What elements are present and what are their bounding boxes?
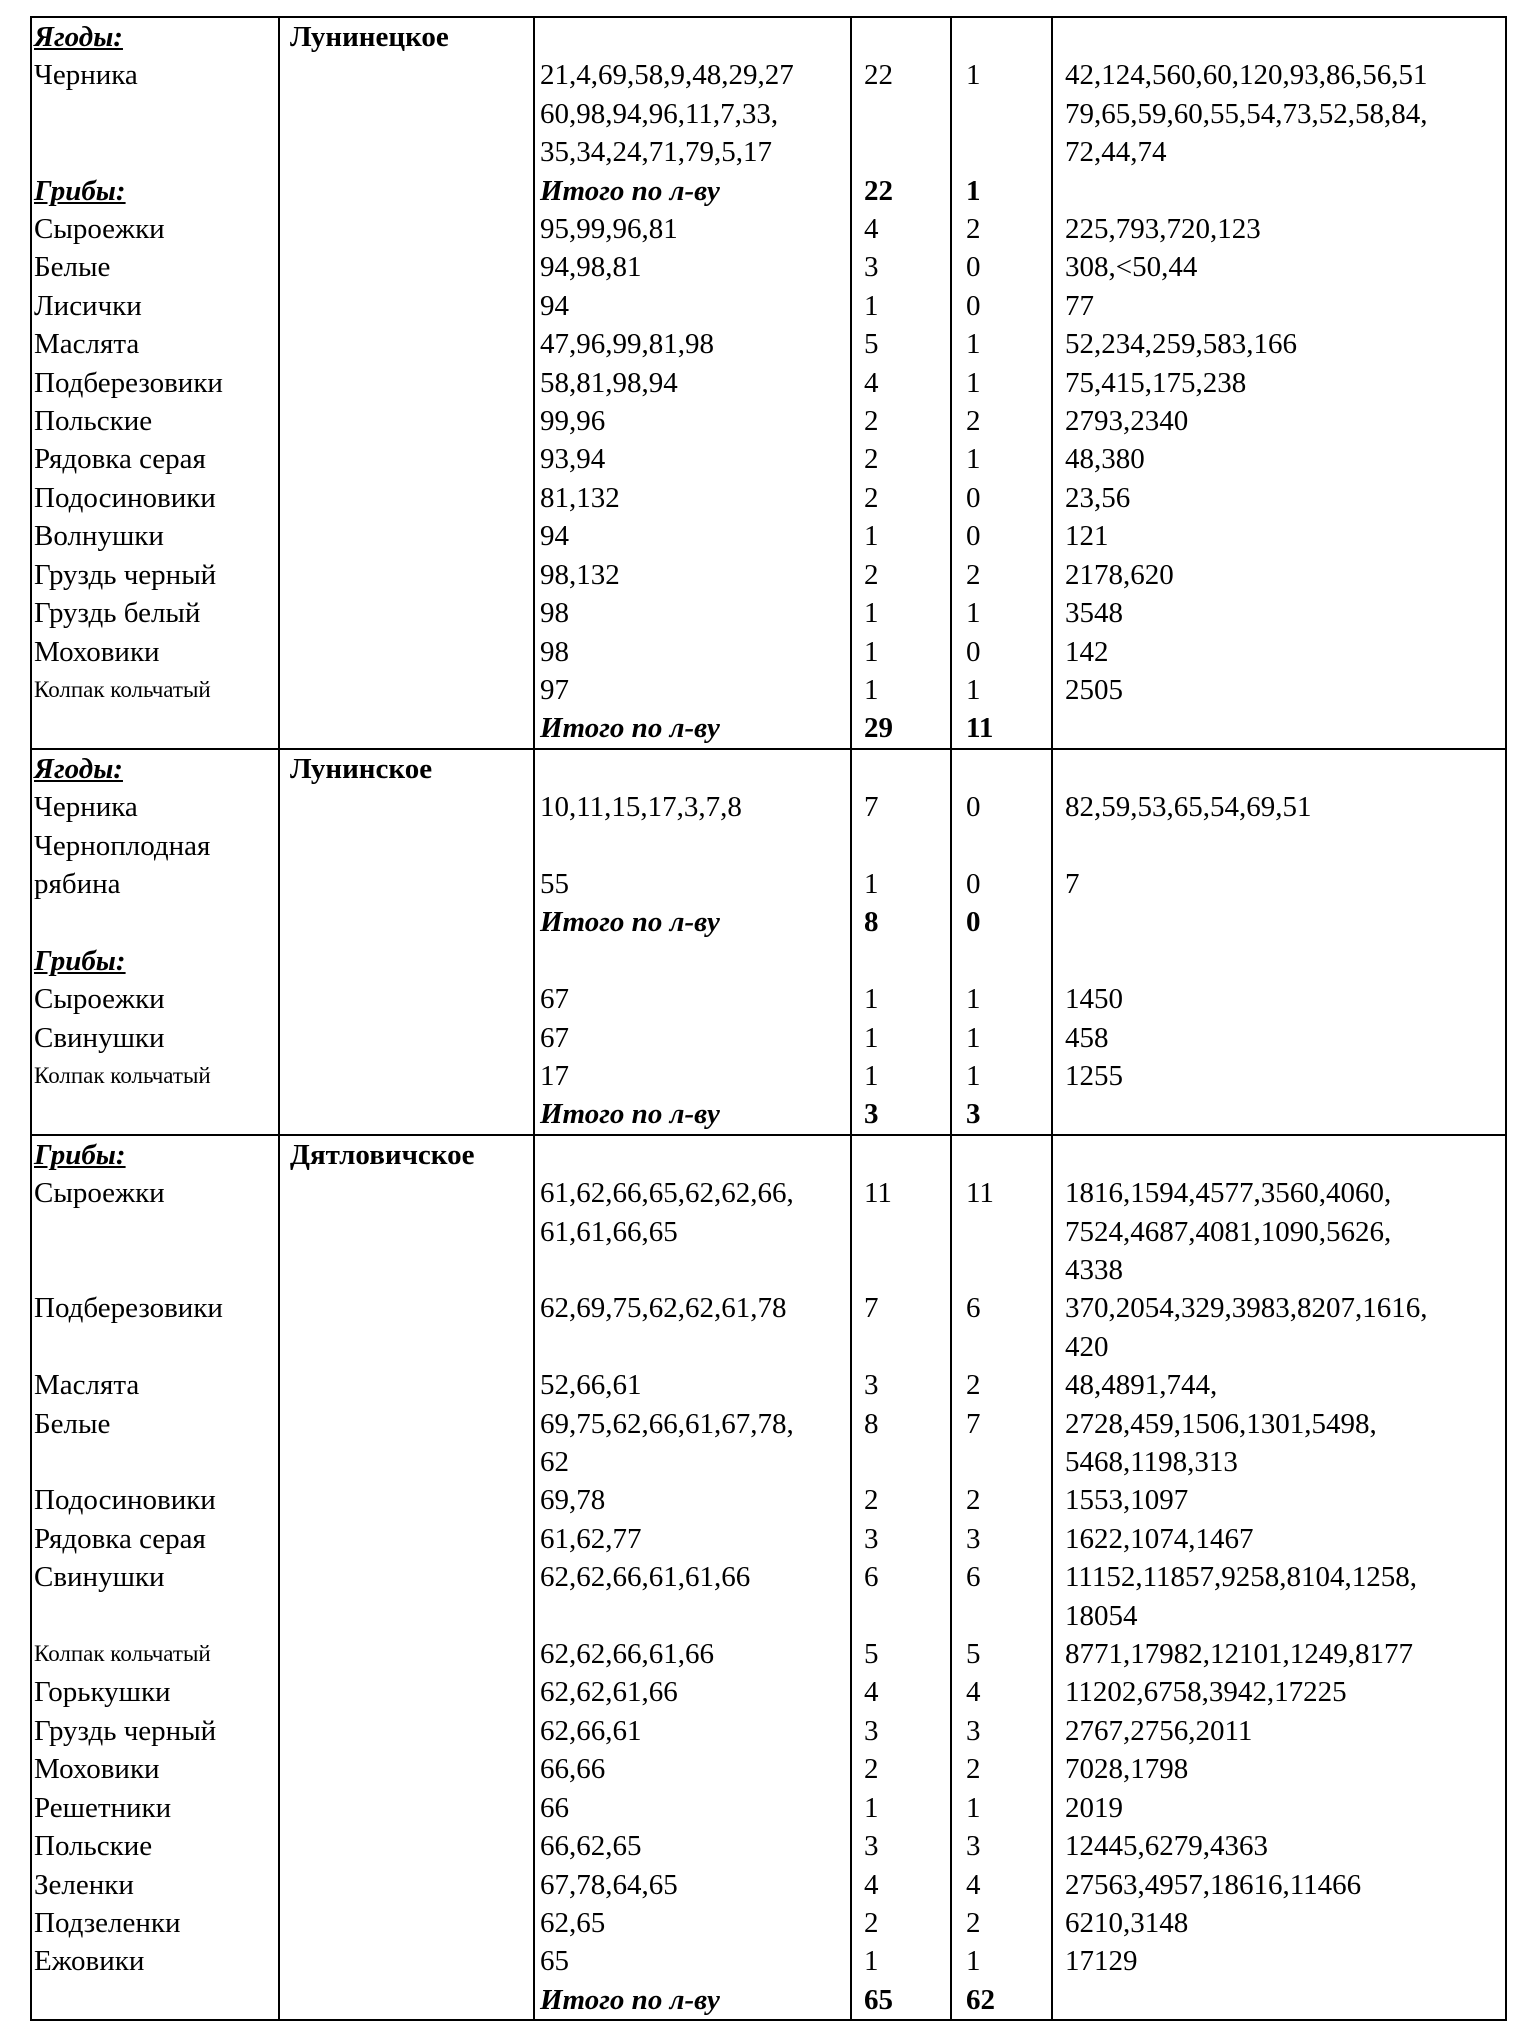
- item-name: Груздь черный: [34, 1714, 217, 1747]
- sample-count: 1: [864, 597, 879, 630]
- measured-values: 2793,2340: [1065, 405, 1189, 438]
- table-row: [31, 1174, 1506, 1289]
- table-row: [31, 594, 1506, 632]
- total-row: [31, 1095, 1506, 1134]
- exceed-count: 0: [966, 635, 981, 668]
- item-name: Подосиновики: [34, 1484, 216, 1517]
- sample-count: 3: [864, 1098, 879, 1131]
- sample-numbers: Итого по л-ву: [540, 1983, 720, 2016]
- measured-values: 458: [1065, 1021, 1109, 1054]
- sample-count: 7: [864, 1292, 879, 1325]
- measured-values: 52,234,259,583,166: [1065, 328, 1297, 361]
- exceed-count: 1: [966, 59, 981, 92]
- measured-values: 17129: [1065, 1945, 1138, 1978]
- exceed-count: 0: [966, 251, 981, 284]
- exceed-count: 5: [966, 1638, 981, 1671]
- item-name: Грибы:: [34, 1138, 126, 1171]
- sample-count: 29: [864, 712, 893, 745]
- item-name: Сыроежки: [34, 983, 165, 1016]
- item-name: Моховики: [34, 1753, 160, 1786]
- item-name: Подберезовики: [34, 1292, 223, 1325]
- measured-values: 8771,17982,12101,1249,8177: [1065, 1638, 1413, 1671]
- exceed-count: 2: [966, 213, 981, 246]
- exceed-count: 3: [966, 1098, 981, 1131]
- item-name: Белые: [34, 251, 111, 284]
- sample-numbers: 65: [540, 1945, 569, 1978]
- sample-numbers: 66,66: [540, 1753, 606, 1786]
- measured-values: 1622,1074,1467: [1065, 1522, 1254, 1555]
- item-name: Сыроежки: [34, 1177, 165, 1210]
- sample-numbers: 62,69,75,62,62,61,78: [540, 1292, 787, 1325]
- total-row: [31, 709, 1506, 748]
- sample-numbers: 94: [540, 289, 569, 322]
- item-name: Груздь черный: [34, 558, 217, 591]
- sample-numbers: 66,62,65: [540, 1830, 642, 1863]
- sample-count: 3: [864, 251, 879, 284]
- item-name: Грибы:: [34, 944, 126, 977]
- measured-values: 12445,6279,4363: [1065, 1830, 1268, 1863]
- measured-values: 11202,6758,3942,17225: [1065, 1676, 1347, 1709]
- table-row: [31, 479, 1506, 517]
- table-row: [31, 1481, 1506, 1519]
- exceed-count: 3: [966, 1714, 981, 1747]
- total-row: [31, 1981, 1506, 2020]
- item-name: Польские: [34, 405, 153, 438]
- item-name: Зеленки: [34, 1868, 134, 1901]
- measured-values: 23,56: [1065, 481, 1131, 514]
- sample-numbers: 93,94: [540, 443, 606, 476]
- exceed-count: 2: [966, 1906, 981, 1939]
- sample-numbers: 52,66,61: [540, 1369, 642, 1402]
- measured-values: 1553,1097: [1065, 1484, 1189, 1517]
- sample-count: 1: [864, 289, 879, 322]
- sample-count: 4: [864, 1676, 879, 1709]
- location-name: Дятловичское: [290, 1138, 475, 1171]
- table-row: [31, 210, 1506, 248]
- item-name: Колпак кольчатый: [34, 1062, 211, 1088]
- table-row: [31, 402, 1506, 440]
- sample-numbers: 94,98,81: [540, 251, 642, 284]
- measured-values: 42,124,560,60,120,93,86,56,51 79,65,59,60,55,54,73,52,58,84, 72,44,74: [1065, 59, 1428, 169]
- sample-count: 1: [864, 867, 879, 900]
- sample-numbers: 47,96,99,81,98: [540, 328, 714, 361]
- table-row: [31, 1405, 1506, 1482]
- sample-numbers: 98: [540, 597, 569, 630]
- sample-count: 1: [864, 673, 879, 706]
- exceed-count: 0: [966, 906, 981, 939]
- sample-count: 3: [864, 1369, 879, 1402]
- sample-count: 1: [864, 1945, 879, 1978]
- sample-numbers: 58,81,98,94: [540, 366, 678, 399]
- exceed-count: 1: [966, 1059, 981, 1092]
- exceed-count: 1: [966, 1791, 981, 1824]
- item-name: Колпак кольчатый: [34, 676, 211, 702]
- measured-values: 27563,4957,18616,11466: [1065, 1868, 1362, 1901]
- table-row: [31, 248, 1506, 286]
- sample-numbers: 98,132: [540, 558, 620, 591]
- sample-count: 1: [864, 520, 879, 553]
- exceed-count: 0: [966, 520, 981, 553]
- item-name: Черника: [34, 791, 138, 824]
- measured-values: 7: [1065, 867, 1080, 900]
- item-name: Свинушки: [34, 1021, 165, 1054]
- exceed-count: 62: [966, 1983, 995, 2016]
- item-name: Рядовка серая: [34, 1522, 206, 1555]
- item-name: Решетники: [34, 1791, 172, 1824]
- exceed-count: 3: [966, 1522, 981, 1555]
- table-row: [31, 1904, 1506, 1942]
- exceed-count: 2: [966, 405, 981, 438]
- sample-count: 7: [864, 791, 879, 824]
- sample-numbers: 95,99,96,81: [540, 213, 678, 246]
- exceed-count: 6: [966, 1292, 981, 1325]
- sample-count: 1: [864, 1021, 879, 1054]
- table-row: [31, 517, 1506, 555]
- total-row: [31, 172, 1506, 210]
- exceed-count: 1: [966, 174, 981, 207]
- measured-values: 2178,620: [1065, 558, 1174, 591]
- table-row: [31, 671, 1506, 709]
- sample-count: 1: [864, 1791, 879, 1824]
- exceed-count: 4: [966, 1676, 981, 1709]
- sample-numbers: 62,65: [540, 1906, 606, 1939]
- item-name: Моховики: [34, 635, 160, 668]
- section-row: [31, 749, 1506, 788]
- sample-count: 3: [864, 1522, 879, 1555]
- location-name: Лунинское: [290, 752, 433, 785]
- section-row: [31, 942, 1506, 980]
- item-name: Колпак кольчатый: [34, 1641, 211, 1667]
- sample-numbers: 66: [540, 1791, 569, 1824]
- exceed-count: 1: [966, 597, 981, 630]
- sample-numbers: 61,62,77: [540, 1522, 642, 1555]
- exceed-count: 0: [966, 481, 981, 514]
- item-name: Белые: [34, 1407, 111, 1440]
- sample-count: 8: [864, 906, 879, 939]
- exceed-count: 11: [966, 712, 994, 745]
- measured-values: 1816,1594,4577,3560,4060, 7524,4687,4081,1090,5626, 4338: [1065, 1177, 1392, 1286]
- table-row: [31, 1712, 1506, 1750]
- item-name: Ежовики: [34, 1945, 145, 1978]
- table-row: [31, 440, 1506, 478]
- sample-count: 5: [864, 1638, 879, 1671]
- sample-count: 2: [864, 1484, 879, 1517]
- sample-count: 22: [864, 59, 893, 92]
- sample-numbers: 67: [540, 1021, 569, 1054]
- exceed-count: 2: [966, 1369, 981, 1402]
- item-name: Горькушки: [34, 1676, 171, 1709]
- measured-values: 48,380: [1065, 443, 1145, 476]
- table-row: [31, 980, 1506, 1018]
- exceed-count: 0: [966, 289, 981, 322]
- table-row: [31, 1942, 1506, 1980]
- sample-count: 6: [864, 1561, 879, 1594]
- item-name: Лисички: [34, 289, 142, 322]
- sample-count: 4: [864, 366, 879, 399]
- measured-values: 370,2054,329,3983,8207,1616, 420: [1065, 1292, 1428, 1363]
- measured-values: 308,<50,44: [1065, 251, 1198, 284]
- sample-count: 1: [864, 1059, 879, 1092]
- measured-values: 121: [1065, 520, 1109, 553]
- item-name: Польские: [34, 1830, 153, 1863]
- sample-count: 22: [864, 174, 893, 207]
- item-name: Черноплодная рябина: [34, 829, 211, 900]
- sample-numbers: 62,62,61,66: [540, 1676, 678, 1709]
- item-name: Рядовка серая: [34, 443, 206, 476]
- item-name: Грибы:: [34, 174, 126, 207]
- exceed-count: 1: [966, 983, 981, 1016]
- measured-values: 82,59,53,65,54,69,51: [1065, 791, 1312, 824]
- table-row: [31, 325, 1506, 363]
- sample-numbers: 62,62,66,61,66: [540, 1638, 714, 1671]
- table-row: [31, 1366, 1506, 1404]
- measured-values: 2019: [1065, 1791, 1123, 1824]
- exceed-count: 1: [966, 1945, 981, 1978]
- section-row: [31, 17, 1506, 56]
- data-table: [30, 16, 1507, 2021]
- measured-values: 11152,11857,9258,8104,1258, 18054: [1065, 1561, 1418, 1632]
- sample-count: 3: [864, 1714, 879, 1747]
- item-name: Сыроежки: [34, 213, 165, 246]
- sample-numbers: 97: [540, 673, 569, 706]
- sample-count: 2: [864, 1906, 879, 1939]
- sample-numbers: 62,66,61: [540, 1714, 642, 1747]
- sample-count: 5: [864, 328, 879, 361]
- sample-count: 1: [864, 635, 879, 668]
- table-row: [31, 56, 1506, 171]
- sample-numbers: 81,132: [540, 481, 620, 514]
- table-row: [31, 633, 1506, 671]
- item-name: Подосиновики: [34, 481, 216, 514]
- table-row: [31, 1789, 1506, 1827]
- table-row: [31, 1866, 1506, 1904]
- total-row: [31, 903, 1506, 941]
- exceed-count: 1: [966, 328, 981, 361]
- table-row: [31, 1673, 1506, 1711]
- sample-count: 2: [864, 405, 879, 438]
- exceed-count: 1: [966, 443, 981, 476]
- table-row: [31, 1750, 1506, 1788]
- item-name: Ягоды:: [34, 752, 123, 785]
- sample-numbers: 55: [540, 867, 569, 900]
- item-name: Маслята: [34, 1369, 140, 1402]
- sample-numbers: Итого по л-ву: [540, 1098, 720, 1131]
- measured-values: 1450: [1065, 983, 1123, 1016]
- exceed-count: 0: [966, 867, 981, 900]
- sample-count: 2: [864, 481, 879, 514]
- sample-numbers: 99,96: [540, 405, 606, 438]
- measured-values: 142: [1065, 635, 1109, 668]
- measured-values: 3548: [1065, 597, 1123, 630]
- table-row: [31, 1057, 1506, 1095]
- measured-values: 2767,2756,2011: [1065, 1714, 1253, 1747]
- sample-numbers: Итого по л-ву: [540, 174, 720, 207]
- sample-numbers: Итого по л-ву: [540, 906, 720, 939]
- exceed-count: 6: [966, 1561, 981, 1594]
- exceed-count: 1: [966, 673, 981, 706]
- measured-values: 225,793,720,123: [1065, 213, 1261, 246]
- table-row: [31, 827, 1506, 904]
- sample-numbers: 10,11,15,17,3,7,8: [540, 791, 742, 824]
- sample-count: 3: [864, 1830, 879, 1863]
- item-name: Черника: [34, 59, 138, 92]
- sample-count: 4: [864, 1868, 879, 1901]
- item-name: Маслята: [34, 328, 140, 361]
- sample-numbers: 69,75,62,66,61,67,78, 62: [540, 1407, 794, 1479]
- measured-values: 2505: [1065, 673, 1123, 706]
- exceed-count: 4: [966, 1868, 981, 1901]
- item-name: Подзеленки: [34, 1906, 181, 1939]
- sample-numbers: 69,78: [540, 1484, 606, 1517]
- sample-numbers: 98: [540, 635, 569, 668]
- exceed-count: 3: [966, 1830, 981, 1863]
- exceed-count: 0: [966, 791, 981, 824]
- table-row: [31, 1019, 1506, 1057]
- table-row: [31, 556, 1506, 594]
- table-row: [31, 1558, 1506, 1635]
- sample-count: 2: [864, 558, 879, 591]
- sample-numbers: 61,62,66,65,62,62,66, 61,61,66,65: [540, 1177, 794, 1248]
- measured-values: 77: [1065, 289, 1094, 322]
- sample-count: 2: [864, 443, 879, 476]
- measured-values: 6210,3148: [1065, 1906, 1189, 1939]
- measured-values: 7028,1798: [1065, 1753, 1189, 1786]
- exceed-count: 7: [966, 1407, 981, 1440]
- sample-numbers: 17: [540, 1059, 569, 1092]
- sample-numbers: 94: [540, 520, 569, 553]
- item-name: Волнушки: [34, 520, 164, 553]
- table-row: [31, 287, 1506, 325]
- item-name: Свинушки: [34, 1561, 165, 1594]
- sample-count: 4: [864, 213, 879, 246]
- sample-numbers: 67,78,64,65: [540, 1868, 678, 1901]
- exceed-count: 2: [966, 1484, 981, 1517]
- sample-numbers: Итого по л-ву: [540, 712, 720, 745]
- table-row: [31, 1827, 1506, 1865]
- sample-numbers: 62,62,66,61,61,66: [540, 1561, 751, 1594]
- table-row: [31, 788, 1506, 826]
- exceed-count: 11: [966, 1177, 994, 1210]
- measured-values: 1255: [1065, 1059, 1123, 1092]
- sample-count: 65: [864, 1983, 893, 2016]
- item-name: Груздь белый: [34, 597, 201, 630]
- exceed-count: 2: [966, 558, 981, 591]
- sample-numbers: 21,4,69,58,9,48,29,27 60,98,94,96,11,7,33, 35,34,24,71,79,5,17: [540, 59, 794, 169]
- sample-count: 2: [864, 1753, 879, 1786]
- sample-count: 8: [864, 1407, 879, 1440]
- exceed-count: 2: [966, 1753, 981, 1786]
- table-row: [31, 1520, 1506, 1558]
- table-row: [31, 1635, 1506, 1673]
- exceed-count: 1: [966, 366, 981, 399]
- measured-values: 75,415,175,238: [1065, 366, 1247, 399]
- measured-values: 48,4891,744,: [1065, 1369, 1218, 1402]
- sample-count: 11: [864, 1177, 892, 1210]
- location-name: Лунинецкое: [290, 21, 449, 53]
- item-name: Подберезовики: [34, 366, 223, 399]
- measured-values: 2728,459,1506,1301,5498, 5468,1198,313: [1065, 1407, 1377, 1479]
- table-row: [31, 1289, 1506, 1366]
- exceed-count: 1: [966, 1021, 981, 1054]
- sample-count: 1: [864, 983, 879, 1016]
- table-row: [31, 364, 1506, 402]
- item-name: Ягоды:: [34, 21, 123, 53]
- sample-numbers: 67: [540, 983, 569, 1016]
- section-row: [31, 1135, 1506, 1174]
